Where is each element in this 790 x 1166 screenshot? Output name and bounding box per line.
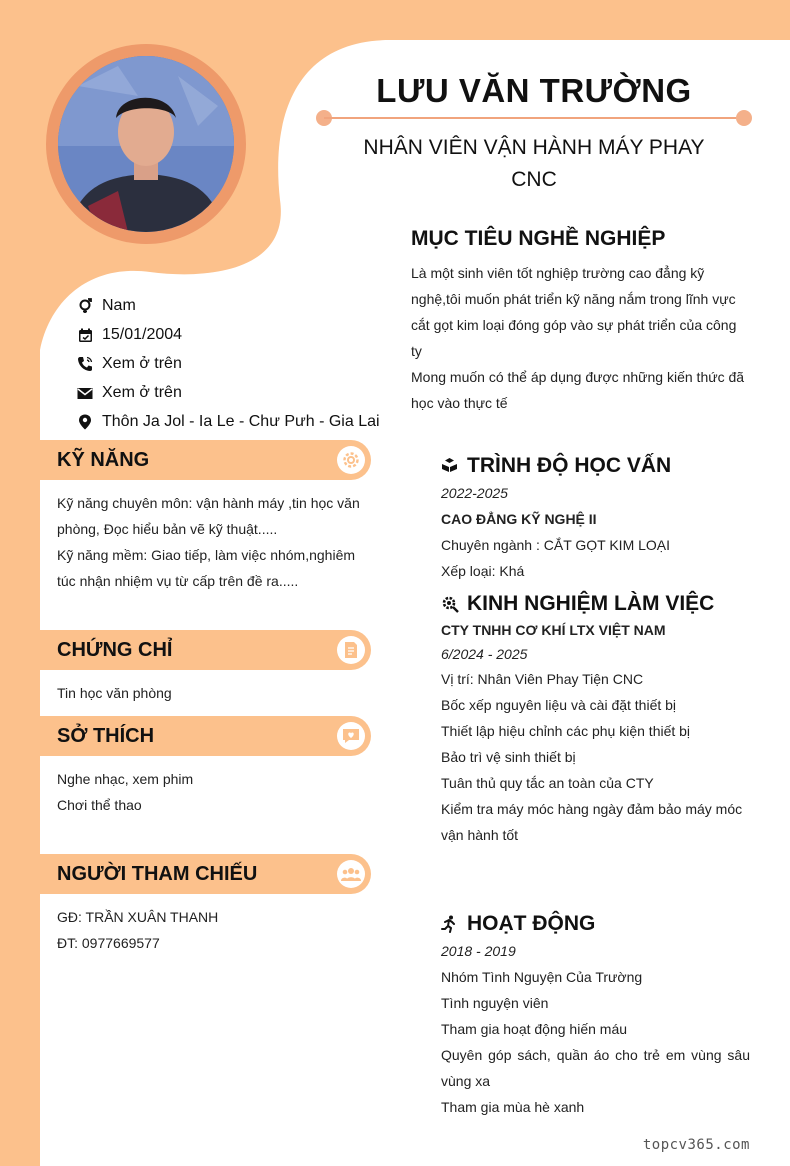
objective-line: ty (411, 343, 422, 359)
activities-line: Quyên góp sách, quần áo cho trẻ em vùng sâu (441, 1047, 750, 1063)
location-pin-icon (76, 413, 94, 431)
objective-line: Là một sinh viên tốt nghiệp trường cao đẳng kỹ (411, 265, 705, 281)
objective-line: Mong muốn có thể áp dụng được những kiến thức đã (411, 369, 745, 385)
education-content (441, 480, 750, 584)
job-title-line: NHÂN VIÊN VẬN HÀNH MÁY PHAY (363, 136, 705, 159)
graduation-book-icon (441, 457, 459, 475)
references-line: GĐ: TRẦN XUÂN THANH (57, 909, 219, 925)
envelope-icon (76, 384, 94, 402)
activities-content (441, 938, 750, 1120)
gear-search-icon (441, 595, 459, 613)
title-rule-dot-right (736, 110, 752, 126)
address-text: Thôn Ja Jol - Ia Le - Chư Pưh - Gia Lai (102, 413, 380, 430)
education-period: 2022-2025 (441, 485, 508, 501)
activities-header (441, 912, 595, 936)
skills-title: KỸ NĂNG (57, 449, 150, 471)
dob-text: 15/01/2004 (102, 326, 183, 343)
education-major: Chuyên ngành : CẮT GỌT KIM LOẠI (441, 537, 671, 553)
references-title: NGƯỜI THAM CHIẾU (57, 863, 258, 885)
phone-text: Xem ở trên (102, 355, 182, 372)
education-school: CAO ĐẲNG KỸ NGHỆ II (441, 511, 597, 527)
experience-line: vận hành tốt (441, 827, 519, 843)
references-section-header (40, 854, 371, 894)
hobbies-content (57, 766, 367, 818)
watermark: topcv365.com (642, 1137, 750, 1153)
experience-header (441, 592, 714, 616)
email-text: Xem ở trên (102, 384, 182, 401)
gender-text: Nam (102, 297, 136, 314)
activities-title: HOẠT ĐỘNG (467, 912, 596, 935)
references-line: ĐT: 0977669577 (57, 935, 160, 951)
experience-content (441, 618, 750, 848)
objective-line: cắt gọt kim loại đóng góp vào sự phát triển của công (411, 317, 737, 333)
skills-section-header (40, 440, 371, 480)
activities-line: Tham gia mùa hè xanh (441, 1099, 585, 1115)
education-grade: Xếp loại: Khá (441, 563, 525, 579)
experience-line: Kiểm tra máy móc hàng ngày đảm bảo máy móc (441, 801, 743, 817)
objective-line: nghệ,tôi muốn phát triển kỹ năng nắm trong lĩnh vực (411, 291, 736, 307)
job-title (350, 132, 718, 196)
objective-line: học vào thực tế (411, 395, 508, 411)
phone-icon (76, 355, 94, 373)
skills-content (57, 490, 367, 594)
experience-line: Thiết lập hiệu chỉnh các phụ kiện thiết bị (441, 723, 691, 739)
running-person-icon (441, 915, 459, 933)
hobbies-line: Nghe nhạc, xem phim (57, 771, 194, 787)
activities-line: Tình nguyện viên (441, 995, 549, 1011)
contact-gender (76, 295, 136, 317)
avatar-photo (58, 56, 234, 232)
education-title: TRÌNH ĐỘ HỌC VẤN (467, 454, 672, 477)
objective-title: MỤC TIÊU NGHỀ NGHIỆP (411, 227, 666, 250)
objective-content (411, 260, 751, 416)
contact-address (76, 411, 380, 433)
contact-phone (76, 353, 182, 375)
people-icon (337, 860, 365, 888)
activities-line: Tham gia hoạt động hiến máu (441, 1021, 628, 1037)
hobbies-title: SỞ THÍCH (57, 725, 155, 747)
experience-line: Bảo trì vệ sinh thiết bị (441, 749, 576, 765)
experience-line: Tuân thủ quy tắc an toàn của CTY (441, 775, 654, 791)
job-title-line: CNC (511, 168, 557, 191)
skills-line: phòng, Đọc hiểu bản vẽ kỹ thuật..... (57, 521, 278, 537)
activities-period: 2018 - 2019 (441, 943, 516, 959)
skills-line: túc nhận nhiệm vụ từ cấp trên đề ra..... (57, 573, 299, 589)
hobbies-line: Chơi thể thao (57, 797, 142, 813)
experience-line: Bốc xếp nguyên liệu và cài đặt thiết bị (441, 697, 677, 713)
experience-company: CTY TNHH CƠ KHÍ LTX VIỆT NAM (441, 622, 666, 638)
education-header (441, 454, 671, 478)
gender-icon (76, 297, 94, 315)
certificates-section-header (40, 630, 371, 670)
hobbies-section-header (40, 716, 371, 756)
skills-line: Kỹ năng chuyên môn: vận hành máy ,tin học văn (57, 495, 360, 511)
activities-line: vùng xa (441, 1073, 491, 1089)
certificates-content (57, 680, 367, 706)
skills-icon (337, 446, 365, 474)
candidate-name: LƯU VĂN TRƯỜNG (376, 72, 692, 109)
contact-dob (76, 324, 182, 346)
references-content (57, 904, 367, 956)
heart-chat-icon (337, 722, 365, 750)
experience-line: Vị trí: Nhân Viên Phay Tiện CNC (441, 671, 644, 687)
activities-line: Nhóm Tình Nguyện Của Trường (441, 969, 643, 985)
certificates-line: Tin học văn phòng (57, 685, 172, 701)
calendar-icon (76, 326, 94, 344)
contact-email (76, 382, 182, 404)
experience-period: 6/2024 - 2025 (441, 646, 528, 662)
title-rule (324, 117, 744, 119)
certificates-title: CHỨNG CHỈ (57, 639, 173, 661)
skills-line: Kỹ năng mềm: Giao tiếp, làm việc nhóm,nghiêm (57, 547, 356, 563)
avatar (58, 56, 234, 232)
certificate-icon (337, 636, 365, 664)
experience-title: KINH NGHIỆM LÀM VIỆC (467, 592, 715, 615)
